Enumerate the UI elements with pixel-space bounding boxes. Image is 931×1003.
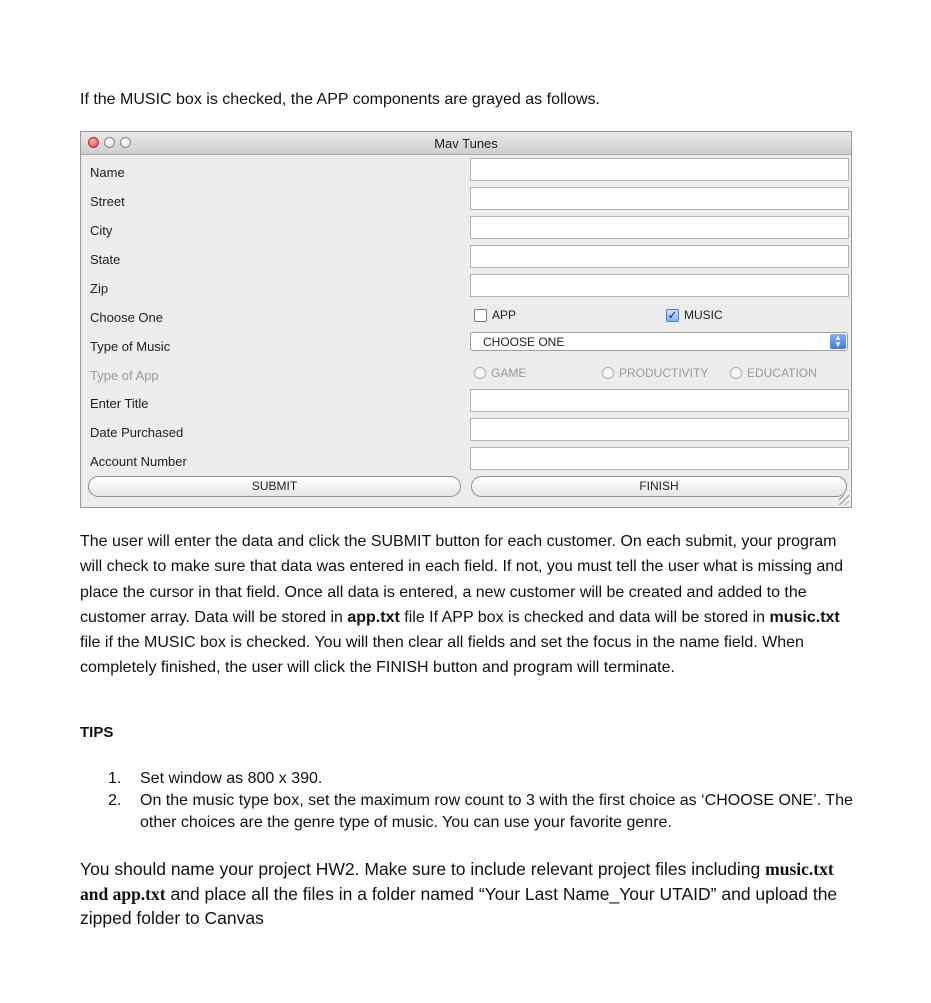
para-text-3: file if the MUSIC box is checked. You will then clear all fields and set the focus in the name field. When completely finished, the user will click the FINISH button and program will terminate. — [80, 634, 804, 677]
education-radio[interactable] — [730, 366, 817, 380]
city-field[interactable] — [470, 216, 849, 239]
app-checkbox-label: APP — [492, 308, 517, 322]
date-purchased-row — [81, 418, 851, 447]
title-field[interactable] — [470, 389, 849, 412]
music-type-value: CHOOSE ONE — [483, 335, 565, 349]
state-row — [81, 245, 851, 274]
checkmark-icon[interactable]: ✓ — [667, 308, 678, 322]
zip-field[interactable] — [470, 274, 849, 297]
resize-grip-icon[interactable] — [839, 495, 849, 505]
finish-button[interactable]: FINISH — [471, 476, 847, 497]
city-label: City — [90, 223, 113, 238]
list-item — [108, 768, 868, 790]
type-of-app-row — [81, 359, 851, 388]
type-of-music-row — [81, 330, 851, 359]
app-checkbox-box[interactable] — [474, 309, 487, 322]
productivity-radio[interactable] — [602, 366, 708, 380]
type-of-music-label: Type of Music — [90, 339, 171, 354]
account-field[interactable] — [470, 447, 849, 470]
window-title: Mav Tunes — [434, 136, 498, 151]
tips-heading: TIPS — [80, 724, 114, 741]
enter-title-row — [81, 389, 851, 418]
education-radio-label: EDUCATION — [747, 366, 817, 380]
game-radio-label: GAME — [491, 366, 527, 380]
mav-tunes-window — [80, 131, 852, 508]
intro-text: If the MUSIC box is checked, the APP components are grayed as follows. — [80, 91, 600, 108]
zip-row — [81, 274, 851, 303]
name-field[interactable] — [470, 158, 849, 181]
list-text: On the music type box, set the maximum row count to 3 with the first choice as ‘CHOOSE ONE’. The other choices are the genre type of music. You can use your favorite genre. — [140, 792, 853, 831]
choose-one-row — [81, 303, 851, 332]
date-field[interactable] — [470, 418, 849, 441]
final-text-1: You should name your project HW2. Make sure to include relevant project files including — [80, 859, 766, 879]
title-bar[interactable] — [81, 132, 851, 155]
radio-icon[interactable] — [474, 367, 486, 379]
street-row — [81, 187, 851, 216]
para-text-2: file If APP box is checked and data will be stored in — [399, 608, 770, 626]
name-label: Name — [90, 165, 125, 180]
city-row — [81, 216, 851, 245]
final-text-2: and place all the files in a folder named “Your Last Name_Your UTAID” and upload the zipped folder to Canvas — [80, 883, 838, 928]
game-radio[interactable] — [474, 366, 526, 380]
list-number: 1. — [108, 770, 122, 787]
zip-label: Zip — [90, 281, 109, 296]
updown-arrows-icon: ▲ ▼ — [830, 334, 846, 349]
enter-title-label: Enter Title — [90, 396, 149, 411]
radio-icon[interactable] — [602, 367, 614, 379]
music-type-select[interactable] — [470, 332, 848, 351]
para-text-1: The user will enter the data and click the SUBMIT button for each customer. On each submit, your program will check to make sure that data was entered in each field. If not, you must tell the user what is missing and place the cursor in that field. Once all data is entered, a new customer will be created and added to the customer array. Data will be stored in — [80, 533, 844, 626]
account-number-row — [81, 447, 851, 476]
state-field[interactable] — [470, 245, 849, 268]
instructions-paragraph — [80, 529, 850, 681]
choose-one-label: Choose One — [90, 310, 163, 325]
list-number: 2. — [108, 792, 122, 809]
radio-icon[interactable] — [730, 367, 742, 379]
app-checkbox[interactable] — [474, 308, 516, 322]
final-paragraph — [80, 857, 860, 931]
productivity-radio-label: PRODUCTIVITY — [619, 366, 709, 380]
account-number-label: Account Number — [90, 454, 187, 469]
list-text: Set window as 800 x 390. — [140, 770, 323, 787]
date-purchased-label: Date Purchased — [90, 425, 184, 440]
files-bold: music.txt and app.txt — [80, 859, 834, 904]
submit-button[interactable]: SUBMIT — [88, 476, 461, 497]
music-txt-bold: music.txt — [769, 608, 840, 626]
state-label: State — [90, 252, 121, 267]
music-checkbox[interactable] — [666, 308, 723, 322]
street-label: Street — [90, 194, 125, 209]
tips-list — [108, 768, 868, 834]
music-checkbox-label: MUSIC — [684, 308, 723, 322]
name-row — [81, 158, 851, 187]
app-txt-bold: app.txt — [347, 608, 400, 626]
type-of-app-label: Type of App — [90, 368, 159, 383]
street-field[interactable] — [470, 187, 849, 210]
list-item — [108, 790, 868, 834]
